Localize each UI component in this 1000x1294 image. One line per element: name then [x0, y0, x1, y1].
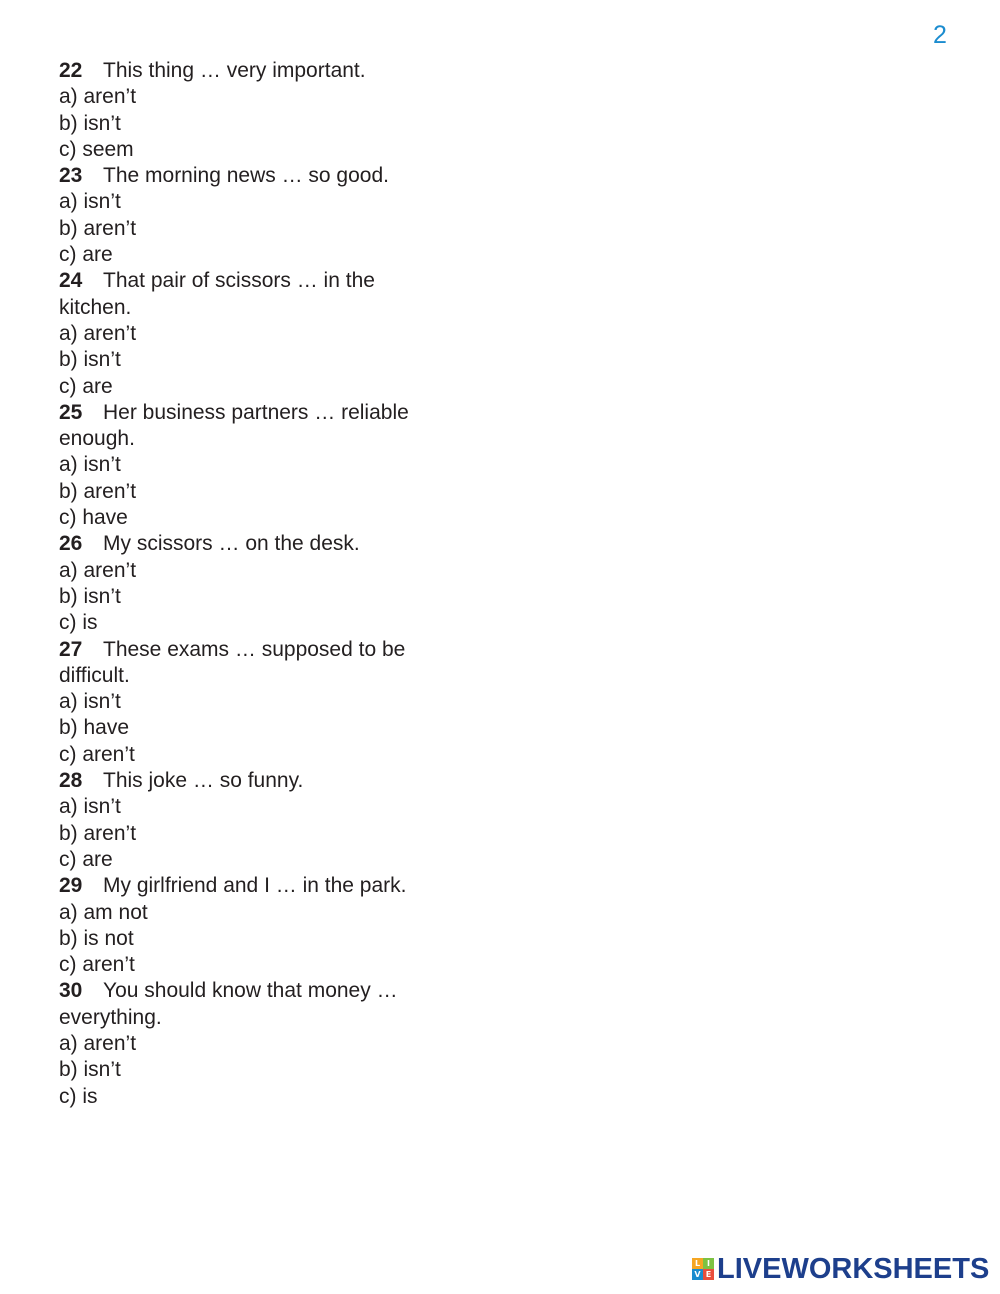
question-number: 23: [59, 164, 83, 188]
question-number: 24: [59, 269, 83, 293]
question-28: [59, 768, 459, 873]
logo-mark-letter: V: [692, 1269, 703, 1280]
question-text: These exams … supposed to be: [103, 637, 406, 661]
liveworksheets-logo: [692, 1255, 989, 1283]
option-b[interactable]: b) is not: [59, 926, 134, 950]
question-stem: [59, 768, 459, 794]
question-26: [59, 531, 459, 636]
question-text-continuation: everything.: [59, 1005, 162, 1029]
question-number: 30: [59, 979, 83, 1003]
question-list: [59, 58, 459, 1110]
question-text: My scissors … on the desk.: [103, 532, 360, 556]
question-25: [59, 400, 459, 531]
question-23: [59, 163, 459, 268]
option-b[interactable]: b) aren’t: [59, 821, 137, 845]
question-text-continuation: enough.: [59, 427, 135, 451]
option-b[interactable]: b) isn’t: [59, 348, 121, 372]
question-number: 26: [59, 532, 83, 556]
question-stem: [59, 58, 459, 84]
question-stem: [59, 531, 459, 557]
question-number: 27: [59, 637, 83, 661]
question-stem: [59, 637, 459, 663]
option-c[interactable]: c) are: [59, 847, 113, 871]
option-a[interactable]: a) am not: [59, 900, 148, 924]
question-stem: [59, 873, 459, 899]
option-a[interactable]: a) aren’t: [59, 1031, 137, 1055]
option-b[interactable]: b) isn’t: [59, 111, 121, 135]
option-a[interactable]: a) isn’t: [59, 190, 121, 214]
logo-mark-letter: L: [692, 1258, 703, 1269]
option-a[interactable]: a) aren’t: [59, 85, 137, 109]
option-c[interactable]: c) are: [59, 374, 113, 398]
question-22: [59, 58, 459, 163]
question-text: This joke … so funny.: [103, 769, 304, 793]
option-b[interactable]: b) aren’t: [59, 479, 137, 503]
question-30: [59, 978, 459, 1109]
logo-mark-letter: E: [703, 1269, 714, 1280]
option-c[interactable]: c) are: [59, 243, 113, 267]
question-text-continuation: kitchen.: [59, 295, 132, 319]
option-a[interactable]: a) isn’t: [59, 795, 121, 819]
option-c[interactable]: c) is: [59, 1084, 98, 1108]
logo-mark-letter: I: [703, 1258, 714, 1269]
question-text-continuation: difficult.: [59, 663, 130, 687]
question-stem: [59, 400, 459, 426]
option-c[interactable]: c) have: [59, 506, 128, 530]
question-number: 25: [59, 400, 83, 424]
question-number: 22: [59, 59, 83, 82]
question-stem: [59, 268, 459, 294]
option-a[interactable]: a) isn’t: [59, 690, 121, 714]
logo-text: LIVEWORKSHEETS: [717, 1253, 990, 1285]
option-c[interactable]: c) aren’t: [59, 742, 135, 766]
question-number: 29: [59, 874, 83, 898]
question-text: You should know that money …: [103, 979, 398, 1003]
option-b[interactable]: b) isn’t: [59, 1058, 121, 1082]
option-b[interactable]: b) have: [59, 716, 130, 740]
option-a[interactable]: a) isn’t: [59, 453, 121, 477]
question-text: My girlfriend and I … in the park.: [103, 874, 407, 898]
question-stem: [59, 978, 459, 1004]
question-number: 28: [59, 769, 83, 793]
option-a[interactable]: a) aren’t: [59, 321, 137, 345]
question-stem: [59, 163, 459, 189]
option-b[interactable]: b) isn’t: [59, 584, 121, 608]
option-c[interactable]: c) is: [59, 611, 98, 635]
question-29: [59, 873, 459, 978]
option-c[interactable]: c) seem: [59, 137, 134, 161]
question-text: That pair of scissors … in the: [103, 269, 375, 293]
question-text: This thing … very important.: [103, 59, 366, 82]
question-27: [59, 637, 459, 768]
option-a[interactable]: a) aren’t: [59, 558, 137, 582]
page-number: 2: [933, 21, 947, 49]
question-24: [59, 268, 459, 399]
question-text: Her business partners … reliable: [103, 400, 409, 424]
option-c[interactable]: c) aren’t: [59, 953, 135, 977]
question-text: The morning news … so good.: [103, 164, 389, 188]
option-b[interactable]: b) aren’t: [59, 216, 137, 240]
logo-mark-icon: [692, 1258, 714, 1280]
